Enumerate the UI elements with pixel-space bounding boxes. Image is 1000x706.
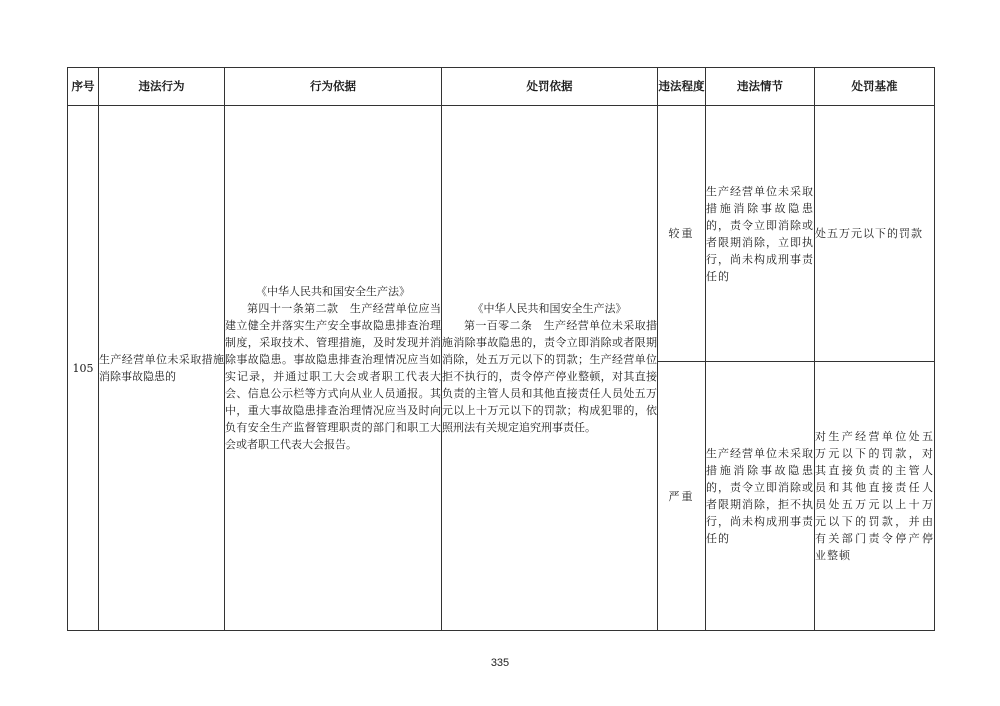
header-degree: 违法程度 [658, 68, 706, 106]
header-standard: 处罚基准 [815, 68, 935, 106]
penalty-standard-table [67, 67, 935, 631]
row-seq: 105 [68, 106, 99, 631]
penalty-basis-text: 第一百零二条 生产经营单位未采取措施消除事故隐患的，责令立即消除或者限期消除，处五万元以下的罚款；生产经营单位拒不执行的，责令停产停业整顿，对其直接负责的主管人员和其他直接责任人员处五万元以上十万元以下的罚款；构成犯罪的，依照刑法有关规定追究刑事责任。 [442, 319, 657, 434]
degree-severe: 严重 [658, 362, 706, 631]
header-penalty-basis: 处罚依据 [442, 68, 658, 106]
circumstances-serious: 生产经营单位未采取措施消除事故隐患的，责令立即消除或者限期消除，立即执行，尚未构成刑事责任的 [706, 106, 815, 362]
standard-severe: 对生产经营单位处五万元以下的罚款，对其直接负责的主管人员和其他直接责任人员处五万元以上十万元以下的罚款，并由有关部门责令停产停业整顿 [815, 362, 935, 631]
act-basis-text: 第四十一条第二款 生产经营单位应当建立健全并落实生产安全事故隐患排查治理制度，采取技术、管理措施，及时发现并消除事故隐患。事故隐患排查治理情况应当如实记录，并通过职工大会或者职工代表大会、信息公示栏等方式向从业人员通报。其中，重大事故隐患排查治理情况应当及时向负有安全生产监督管理职责的部门和职工大会或者职工代表大会报告。 [225, 302, 441, 451]
degree-serious: 较重 [658, 106, 706, 362]
header-act-basis: 行为依据 [225, 68, 442, 106]
standard-serious: 处五万元以下的罚款 [815, 106, 935, 362]
act-basis-title: 《中华人民共和国安全生产法》 [256, 285, 410, 298]
header-behavior: 违法行为 [99, 68, 225, 106]
header-seq: 序号 [68, 68, 99, 106]
row-penalty-basis [442, 106, 658, 631]
page-number: 335 [490, 657, 510, 669]
row-act-basis [225, 106, 442, 631]
header-row [68, 68, 935, 106]
row-behavior: 生产经营单位未采取措施消除事故隐患的 [99, 106, 225, 631]
header-circumstances: 违法情节 [706, 68, 815, 106]
circumstances-severe: 生产经营单位未采取措施消除事故隐患的，责令立即消除或者限期消除，拒不执行，尚未构成刑事责任的 [706, 362, 815, 631]
penalty-basis-title: 《中华人民共和国安全生产法》 [472, 302, 627, 315]
table-row [68, 106, 935, 362]
